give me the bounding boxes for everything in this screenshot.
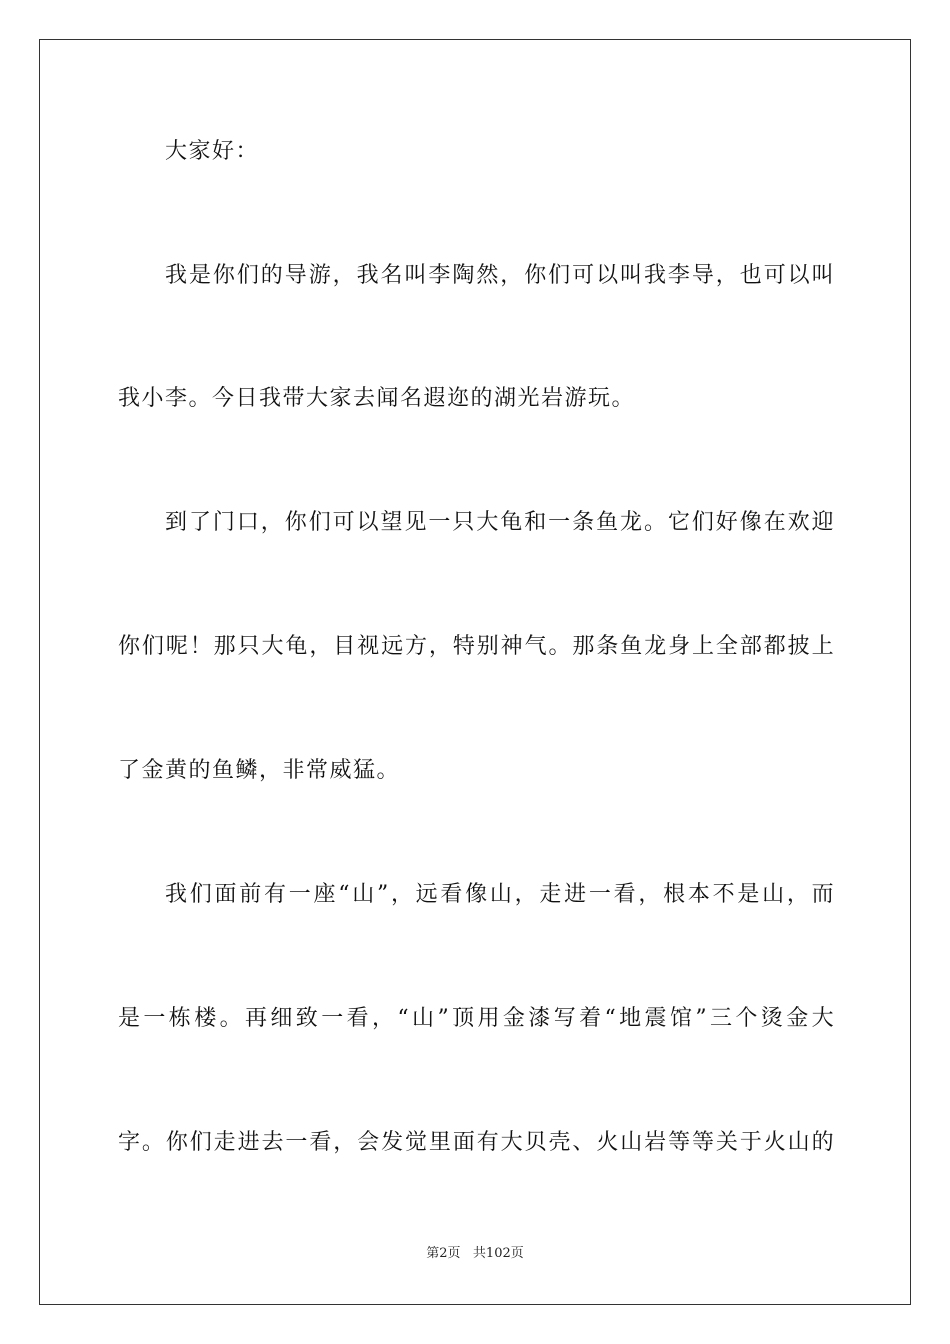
page-number: 第2页: [426, 1246, 461, 1261]
page-footer: [0, 1245, 950, 1263]
paragraph-3-line-3: 字。你们走进去一看，会发觉里面有大贝壳、火山岩等等关于火山的: [118, 1130, 834, 1155]
paragraph-3-line-1: 我们面前有一座“山”，远看像山，走进一看，根本不是山，而: [165, 882, 834, 907]
paragraph-1-line-1: 我是你们的导游，我名叫李陶然，你们可以叫我李导，也可以叫: [165, 263, 834, 288]
paragraph-1-line-2: 我小李。今日我带大家去闻名遐迩的湖光岩游玩。: [118, 386, 636, 411]
greeting-line: 大家好：: [165, 139, 260, 164]
page-frame: [39, 39, 911, 1305]
paragraph-2-line-1: 到了门口，你们可以望见一只大龟和一条鱼龙。它们好像在欢迎: [165, 510, 834, 535]
paragraph-2-line-2: 你们呢！那只大龟，目视远方，特别神气。那条鱼龙身上全部都披上: [118, 634, 834, 659]
paragraph-2-line-3: 了金黄的鱼鳞，非常威猛。: [118, 758, 401, 783]
page-total: 共102页: [472, 1246, 524, 1261]
paragraph-3-line-2: 是一栋楼。再细致一看，“山”顶用金漆写着“地震馆”三个烫金大: [118, 1006, 834, 1031]
